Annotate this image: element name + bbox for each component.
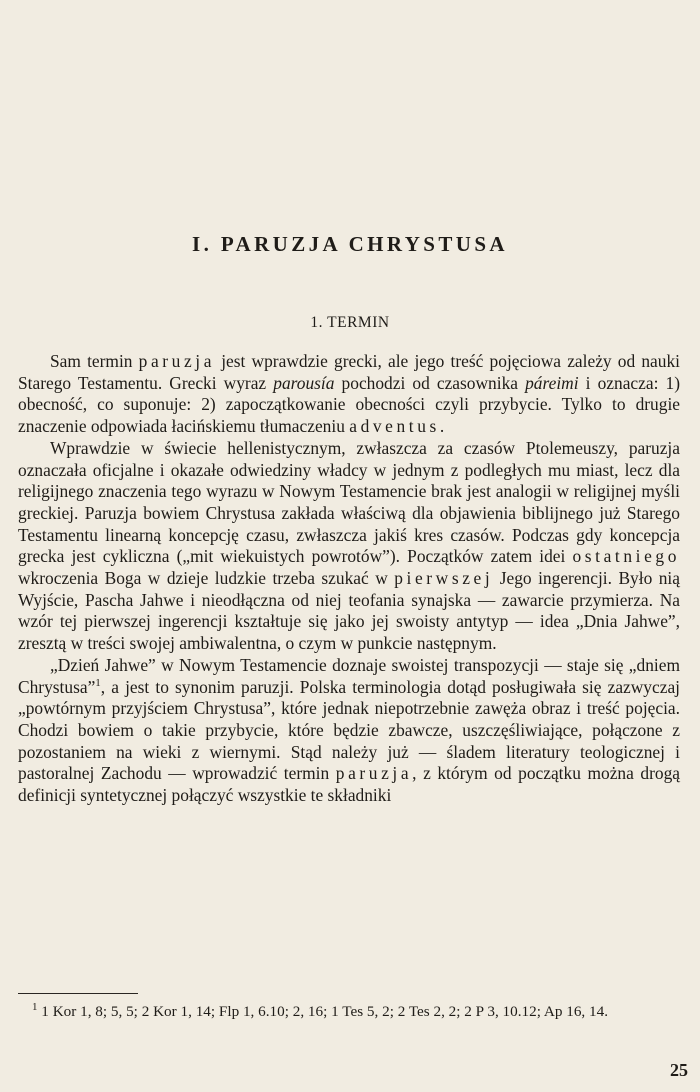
body-text [18,351,680,807]
italic-term: páreimi [525,372,579,393]
text-run: Sam termin [50,351,139,371]
footnote-number: 1 [32,1000,38,1013]
spaced-term: pierwszej [394,568,494,589]
spaced-term: paruzja [335,763,413,784]
paragraph-2 [18,438,680,655]
footnote [18,1002,680,1022]
section-title: 1. TERMIN [310,314,390,331]
text-run: jest wprawdzie grecki, ale jego treść pojęciowa zależy od nauki Starego Testamentu. Grecki wyraz [18,351,680,393]
text-run: Jego ingerencji. Było nią Wyjście, Pascha Jahwe i nieodłączna od niej teofania synajska — zawarcie przymierza. Na wzór tej pierwszej ingerencji kształtuje się jako jej swoisty antytyp — idea „Dnia Jahwe”, zresztą w treści swojej ambiwalentna, o czym w punkcie następnym. [18,568,680,654]
text-run: . [439,416,445,437]
text-run: Wprawdzie w świecie hellenistycznym, zwłaszcza za czasów Ptolemeuszy, paruzja oznaczała oficjalne i okazałe odwiedziny władcy w jednym z podległych mu miast, lecz dla religijnego znaczenia tego wyrazu w Nowym Testamencie brak jest analogii w religijnej myśli greckiej. Paruzja bowiem Chrystusa zakłada właściwą dla objawienia biblijnego już Starego Testamentu linearną koncepcję czasu, zwłaszcza jakiś kres czasów. Podczas gdy koncepcja grecka jest cykliczna („mit wiekuistych powrotów”). Początków zatem idei [18,437,680,567]
spaced-term: ostatniego [572,546,680,567]
text-run: , a jest to synonim paruzji. Polska terminologia dotąd posługiwała się zazwyczaj „powtórnym przyjściem Chrystusa”, które jednak niepotrzebnie zawęża obraz i treść pojęcia. Chodzi bowiem o takie przybycie, które będzie zbawcze, uszczęśliwiające, połączone z pozostaniem na wieki z wiernymi. Stąd należy już — śladem literatury teologicznej i pastoralnej Zachodu — wprowadzić termin [18,676,680,784]
page-number: 25 [670,1060,688,1080]
footnote-separator [18,993,138,994]
text-run: , z którym od początku można drogą definicji syntetycznej połączyć wszystkie te składniki [18,763,681,806]
spaced-term: adventus [349,416,440,437]
text-run: pochodzi od czasownika [334,372,526,393]
paragraph-1 [18,351,680,438]
footnote-text: 1 Kor 1, 8; 5, 5; 2 Kor 1, 14; Flp 1, 6.10; 2, 16; 1 Tes 5, 2; 2 Tes 2, 2; 2 P 3, 10.12; Ap 16, 14. [37,1003,609,1020]
spaced-term: paruzja [138,351,216,371]
chapter-title: I. PARUZJA CHRYSTUSA [192,232,508,256]
paragraph-3 [18,655,680,807]
text-run: „Dzień Jahwe” w Nowym Testamencie doznaje swoistej transpozycji — staje się „dniem Chrystusa” [18,654,680,697]
text-run: i oznacza: 1) obecność, co suponuje: 2) zapoczątkowanie obecności czyli przybycie. Tylko to drugie znaczenie odpowiada łacińskiemu tłumaczeniu [18,372,680,437]
text-run: wkroczenia Boga w dzieje ludzkie trzeba szukać w [18,568,395,589]
italic-term: parousía [273,372,335,393]
footnote-ref[interactable]: 1 [95,676,101,689]
